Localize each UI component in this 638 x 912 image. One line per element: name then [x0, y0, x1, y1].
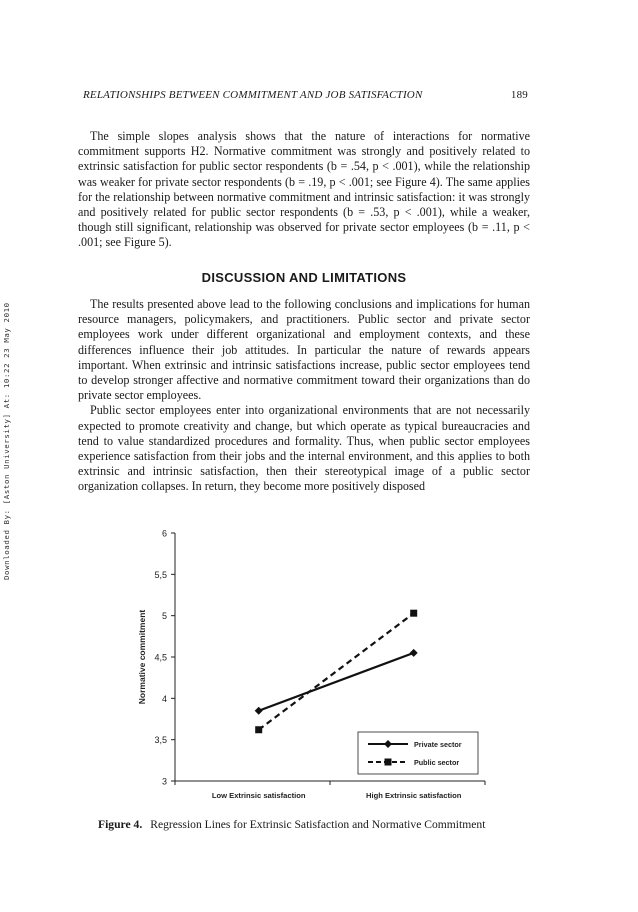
y-tick-label: 5	[161, 611, 167, 622]
y-tick-label: 4	[161, 693, 167, 704]
figure-caption	[98, 818, 538, 831]
data-point-private	[410, 649, 418, 657]
x-tick-label: Low Extrinsic satisfaction	[211, 791, 306, 800]
figure-label: Figure 4.	[98, 818, 143, 831]
y-axis-label: Normative commitment	[137, 609, 147, 705]
legend-box	[358, 732, 478, 774]
legend-label: Public sector	[414, 758, 460, 767]
y-tick-label: 3	[161, 776, 167, 787]
legend-label: Private sector	[414, 740, 462, 749]
section-heading: DISCUSSION AND LIMITATIONS	[201, 270, 407, 285]
body-text-discussion	[78, 297, 530, 495]
regression-chart	[120, 518, 500, 818]
y-tick-label: 5,5	[154, 569, 167, 580]
page-number: 189	[510, 89, 528, 101]
figure-4	[120, 518, 500, 818]
data-point-public	[255, 726, 262, 733]
legend-marker	[385, 759, 392, 766]
running-head-title: RELATIONSHIPS BETWEEN COMMITMENT AND JOB SATISFACTION	[83, 89, 423, 101]
series-line-public	[259, 613, 414, 730]
series-line-private	[259, 653, 414, 711]
download-watermark: Downloaded By: [Aston University] At: 10:22 23 May 2010	[2, 302, 11, 580]
y-tick-label: 4,5	[154, 652, 167, 663]
y-tick-label: 6	[161, 528, 167, 539]
x-tick-label: High Extrinsic satisfaction	[366, 791, 462, 800]
body-text-top	[78, 129, 530, 251]
data-point-private	[255, 707, 263, 715]
paragraph-results: The results presented above lead to the following conclusions and implications for human resource managers, policymakers, and practitioners. Public sector and private sector employees work under different organizational and employment contexts, and these differences influence their job attitudes. In particular the nature of rewards appears important. When extrinsic and intrinsic satisfactions increase, public sector employees tend to develop stronger affective and normative commitment toward their organizations than do private sector employees.	[78, 297, 530, 403]
data-point-public	[410, 610, 417, 617]
paragraph-simple-slopes: The simple slopes analysis shows that the nature of interactions for normative commitment supports H2. Normative commitment was strongly and positively related to extrinsic satisfaction for public sector respondents (b = .54, p < .001), while the relationship was weaker for private sector respondents (b = .19, p < .001; see Figure 4). The same applies for the relationship between normative commitment and intrinsic satisfaction: it was strongly and positively related for public sector respondents (b = .53, p < .001), while a weaker, though still significant, relationship was observed for private sector employees (b = .11, p < .001; see Figure 5).	[78, 129, 530, 250]
figure-caption-text: Regression Lines for Extrinsic Satisfaction and Normative Commitment	[150, 818, 486, 831]
y-tick-label: 3,5	[154, 735, 167, 746]
running-head	[83, 89, 528, 105]
paragraph-public-sector: Public sector employees enter into organizational environments that are not necessarily expected to promote creativity and change, but which operate as typical bureaucracies and tend to value standardized procedures and formality. Thus, when public sector employees experience satisfaction from their jobs and the internal environment, and this applies to both extrinsic and intrinsic satisfaction, then their stereotypical image of a public sector organization collapses. In return, they become more positively disposed	[78, 403, 530, 494]
